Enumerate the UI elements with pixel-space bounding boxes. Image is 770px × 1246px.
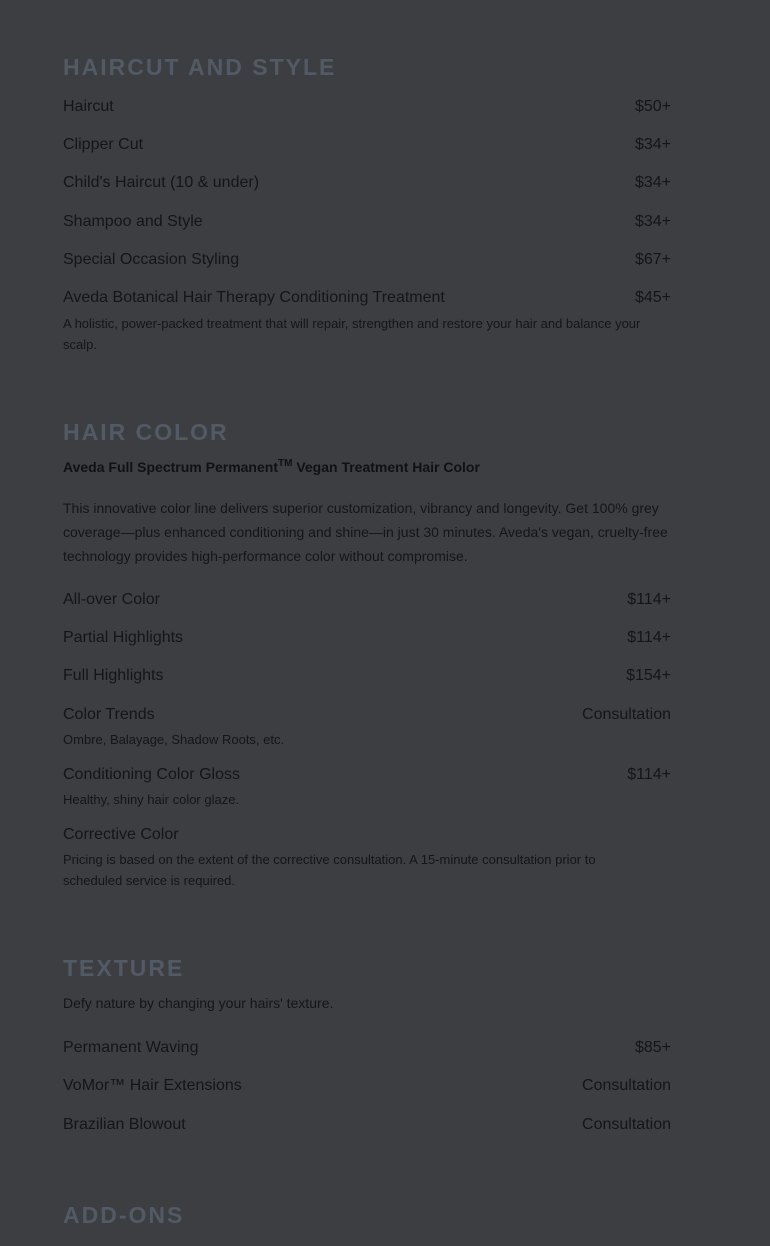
service-price: $34+ <box>634 213 671 230</box>
service-name: Permanent Waving <box>63 1039 199 1056</box>
service-price: $34+ <box>634 136 671 153</box>
service-row-botanical-treatment <box>63 287 671 309</box>
service-description: Ombre, Balayage, Shadow Roots, etc. <box>63 732 285 747</box>
service-price: Consultation <box>582 1077 671 1094</box>
service-name: VoMor™ Hair Extensions <box>63 1077 242 1094</box>
service-row-special-occasion <box>63 249 671 271</box>
service-price: $67+ <box>634 251 671 268</box>
service-name: Full Highlights <box>63 667 164 684</box>
service-row-clipper-cut <box>63 134 671 156</box>
section-title-texture: TEXTURE <box>63 955 185 981</box>
service-name: Aveda Botanical Hair Therapy Conditioning Treatment <box>63 289 445 306</box>
service-price: $85+ <box>634 1039 671 1056</box>
service-description: Healthy, shiny hair color glaze. <box>63 792 240 807</box>
service-name: Shampoo and Style <box>63 213 203 230</box>
service-description: Pricing is based on the extent of the corrective consultation. A 15-minute consultation prior to scheduled service is required. <box>63 852 596 888</box>
service-row-color-gloss <box>63 764 671 786</box>
service-name: Clipper Cut <box>63 136 144 153</box>
service-row-permanent-waving <box>63 1037 671 1059</box>
service-price: Consultation <box>582 1116 671 1133</box>
service-name: Partial Highlights <box>63 629 184 646</box>
product-line-suffix: Vegan Treatment Hair Color <box>292 459 480 475</box>
service-price: $154+ <box>626 667 671 684</box>
service-price: $50+ <box>634 98 671 115</box>
service-row-childs-haircut <box>63 172 671 194</box>
service-row-brazilian-blowout <box>63 1114 671 1136</box>
service-name: Haircut <box>63 98 114 115</box>
service-price: $34+ <box>634 174 671 191</box>
service-description: A holistic, power-packed treatment that will repair, strengthen and restore your hair and balance your scalp. <box>63 316 641 352</box>
service-name: Corrective Color <box>63 826 179 843</box>
service-row-shampoo-style <box>63 211 671 233</box>
service-row-corrective-color <box>63 824 671 846</box>
section-title-haircut: HAIRCUT AND STYLE <box>63 54 337 80</box>
service-name: Brazilian Blowout <box>63 1116 186 1133</box>
service-price: $114+ <box>627 766 671 783</box>
product-line-name: Aveda Full Spectrum Permanent <box>63 459 278 475</box>
service-price: $45+ <box>634 289 671 306</box>
service-row-full-highlights <box>63 665 671 687</box>
service-name: All-over Color <box>63 591 160 608</box>
product-line-heading <box>63 457 480 477</box>
service-price: Consultation <box>582 706 671 723</box>
service-price: $114+ <box>627 591 671 608</box>
service-row-haircut <box>63 96 671 118</box>
service-row-partial-highlights <box>63 627 671 649</box>
service-row-color-trends <box>63 704 671 726</box>
section-title-hair-color: HAIR COLOR <box>63 419 229 445</box>
service-price: $114+ <box>627 629 671 646</box>
section-title-add-ons: ADD-ONS <box>63 1202 185 1228</box>
service-row-hair-extensions <box>63 1075 671 1097</box>
service-name: Conditioning Color Gloss <box>63 766 240 783</box>
service-row-all-over-color <box>63 589 671 611</box>
trademark-mark: TM <box>277 458 293 469</box>
hair-color-intro: This innovative color line delivers superior customization, vibrancy and longevity. Get 100% grey coverage—plus enhanced conditioning and shine—in just 30 minutes. Aveda's vegan, cruelty-free technology provides high-performance color without compromise. <box>63 500 668 564</box>
service-name: Child's Haircut (10 & under) <box>63 174 260 191</box>
texture-intro: Defy nature by changing your hairs' texture. <box>63 995 334 1011</box>
service-name: Color Trends <box>63 706 155 723</box>
service-name: Special Occasion Styling <box>63 251 240 268</box>
